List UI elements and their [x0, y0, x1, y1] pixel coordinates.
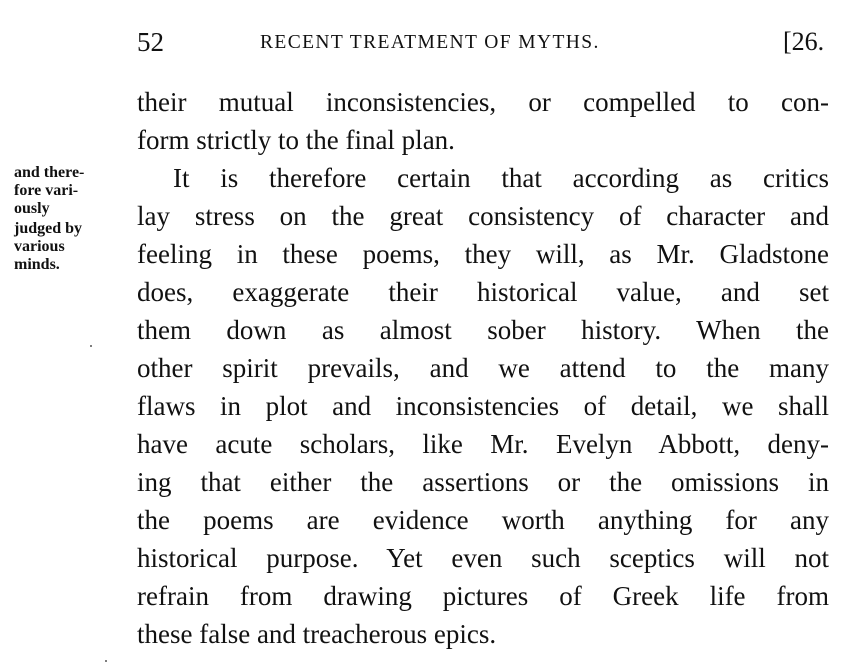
text-line: their mutual inconsistencies, or compelled to con-	[137, 87, 829, 117]
print-speck	[105, 660, 107, 662]
text-line: flaws in plot and inconsistencies of detail, we shall	[137, 391, 829, 421]
text-line: ing that either the assertions or the omissions in	[137, 467, 829, 497]
section-reference: [26.	[783, 27, 825, 56]
text-line: feeling in these poems, they will, as Mr. Gladstone	[137, 239, 829, 269]
print-speck	[90, 345, 92, 347]
marginal-note-line: ously	[14, 200, 50, 217]
text-line: these false and treacherous epics.	[137, 619, 497, 649]
marginal-note	[14, 164, 122, 274]
text-line: have acute scholars, like Mr. Evelyn Abbott, deny-	[137, 429, 829, 459]
text-line: them down as almost sober history. When the	[137, 315, 829, 345]
marginal-note-line: and there-	[14, 164, 85, 181]
text-line: historical purpose. Yet even such sceptics will not	[137, 543, 829, 573]
body-text	[137, 83, 829, 653]
text-line: lay stress on the great consistency of character and	[137, 201, 829, 231]
marginal-note-line: fore vari-	[14, 182, 79, 199]
text-line: the poems are evidence worth anything for any	[137, 505, 829, 535]
paragraph-first-line: It is therefore certain that according as critics	[173, 163, 829, 193]
text-line: form strictly to the final plan.	[137, 125, 455, 155]
page-header	[0, 26, 861, 58]
marginal-note-line: various	[14, 238, 65, 255]
marginal-note-line: judged by	[14, 220, 83, 237]
marginal-note-line: minds.	[14, 256, 60, 273]
text-line: refrain from drawing pictures of Greek life from	[137, 581, 829, 611]
page-number: 52	[137, 27, 164, 57]
text-line: other spirit prevails, and we attend to the many	[137, 353, 829, 383]
text-line: does, exaggerate their historical value, and set	[137, 277, 829, 307]
running-title: RECENT TREATMENT OF MYTHS.	[260, 32, 600, 53]
